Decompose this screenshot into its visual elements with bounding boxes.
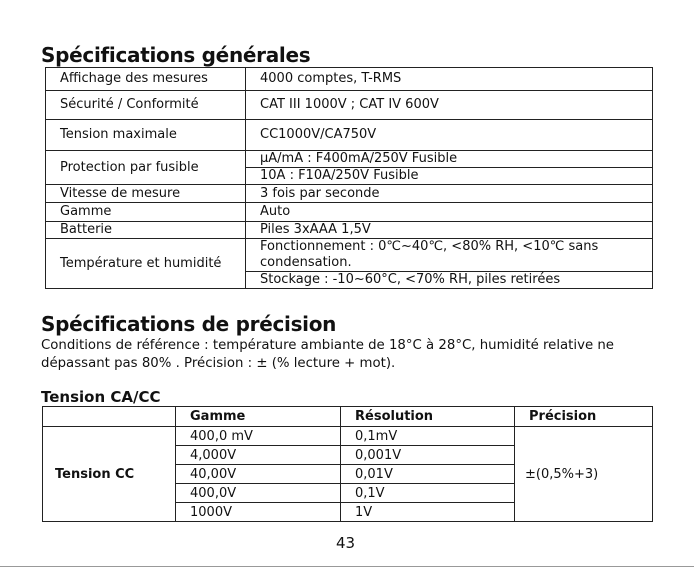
precision-intro-line-2: dépassant pas 80% . Précision : ± (% lecture + mot). [41,356,396,371]
row-label-tension-cc: Tension CC [43,427,176,522]
spec-value: 3 fois par seconde [246,185,653,203]
spec-value-line: 10A : F10A/250V Fusible [246,167,652,184]
spec-value: CC1000V/CA750V [246,120,653,151]
table-row [43,427,653,446]
spec-value: Piles 3xAAA 1,5V [246,222,653,239]
header-precision: Précision [515,407,653,427]
spec-value: Auto [246,203,653,222]
page-number: 43 [336,534,356,552]
subsection-title-tension: Tension CA/CC [41,388,161,406]
table-row [46,239,653,289]
table-row [46,203,653,222]
precision-intro-line-1: Conditions de référence : température ambiante de 18°C à 28°C, humidité relative ne [41,338,614,353]
spec-value [246,151,653,185]
general-specs-table [45,67,653,289]
resolution-cell: 0,001V [341,446,515,465]
spec-label: Affichage des mesures [46,68,246,91]
spec-value: CAT III 1000V ; CAT IV 600V [246,91,653,120]
range-cell: 400,0V [176,484,341,503]
header-gamme: Gamme [176,407,341,427]
accuracy-cell: ±(0,5%+3) [515,427,653,522]
range-cell: 40,00V [176,465,341,484]
section-title-general: Spécifications générales [41,43,311,67]
spec-value-line: Fonctionnement : 0℃~40℃, <80% RH, <10℃ sans [260,239,599,254]
table-row [46,222,653,239]
spec-label: Protection par fusible [46,151,246,185]
table-row [46,91,653,120]
table-row [46,185,653,203]
spec-label: Batterie [46,222,246,239]
spec-label: Sécurité / Conformité [46,91,246,120]
spec-label: Température et humidité [46,239,246,289]
range-cell: 4,000V [176,446,341,465]
footer-divider [0,566,694,567]
table-header-row [43,407,653,427]
resolution-cell: 0,01V [341,465,515,484]
spec-value-line: μA/mA : F400mA/250V Fusible [260,151,458,166]
spec-value-line: Stockage : -10~60°C, <70% RH, piles retirées [246,271,652,288]
spec-value: 4000 comptes, T-RMS [246,68,653,91]
range-cell: 1000V [176,503,341,522]
table-row [46,68,653,91]
header-resolution: Résolution [341,407,515,427]
range-cell: 400,0 mV [176,427,341,446]
table-row [46,151,653,185]
header-empty [43,407,176,427]
table-row [46,120,653,151]
spec-value-line: condensation. [260,255,352,270]
section-title-precision: Spécifications de précision [41,312,337,336]
resolution-cell: 0,1V [341,484,515,503]
resolution-cell: 1V [341,503,515,522]
resolution-cell: 0,1mV [341,427,515,446]
tension-precision-table [42,406,653,522]
spec-label: Gamme [46,203,246,222]
spec-label: Tension maximale [46,120,246,151]
spec-value [246,239,653,289]
spec-label: Vitesse de mesure [46,185,246,203]
